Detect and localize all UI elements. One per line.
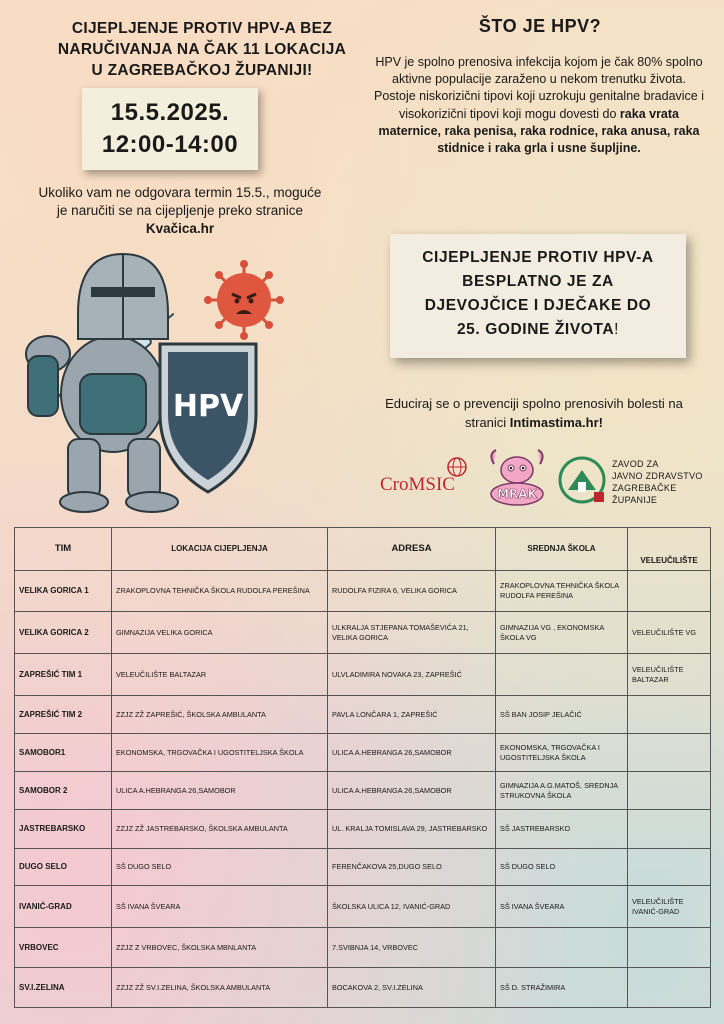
event-time: 12:00-14:00	[101, 131, 239, 158]
cell-veleuciliste	[628, 928, 711, 968]
cell-lokacija: SŠ IVANA ŠVEARA	[112, 886, 328, 928]
cell-srednja-skola: SŠ IVANA ŠVEARA	[496, 886, 628, 928]
table-row	[15, 849, 711, 886]
virus-icon	[204, 260, 284, 340]
cell-veleuciliste: VELEUČILIŠTE BALTAZAR	[628, 654, 711, 696]
callout-line-2: BESPLATNO JE ZA	[462, 273, 614, 290]
cell-tim: VELIKA GORICA 1	[15, 571, 112, 612]
hpv-description	[370, 54, 708, 157]
cell-adresa: BOCAKOVA 2, SV.I.ZELINA	[328, 968, 496, 1008]
zavod-logo-icon	[556, 454, 608, 506]
cell-veleuciliste	[628, 571, 711, 612]
header-lokacija: LOKACIJA CIJEPLJENJA	[112, 528, 328, 571]
cell-adresa: ULKRALJA STJEPANA TOMAŠEVIĆA 21, VELIKA GORICA	[328, 612, 496, 654]
cell-tim: SAMOBOR 2	[15, 772, 112, 810]
mrak-label: MRAK	[497, 487, 537, 501]
header-veleuciliste: VELEUČILIŠTE	[628, 528, 711, 571]
header-adresa: ADRESA	[328, 528, 496, 571]
hpv-text: HPV je spolno prenosiva infekcija kojom je čak 80% spolno aktivne populacije zaraženo u nekom trenutku života. Postoje niskorizični tipovi koji uzrokuju genitalne bradavice i visokorizični tipovi koji mogu dovesti do	[373, 55, 705, 121]
date-box	[82, 88, 258, 170]
cell-veleuciliste	[628, 772, 711, 810]
cell-adresa: UL. KRALJA TOMISLAVA 29, JASTREBARSKO	[328, 810, 496, 849]
cell-adresa: ŠKOLSKA ULICA 12, IVANIĆ-GRAD	[328, 886, 496, 928]
table-row	[15, 734, 711, 772]
table-row	[15, 612, 711, 654]
cell-srednja-skola: SŠ JASTREBARSKO	[496, 810, 628, 849]
cell-lokacija: ZZJZ ZŽ JASTREBARSKO, ŠKOLSKA AMBULANTA	[112, 810, 328, 849]
cell-veleuciliste: VELEUČILIŠTE IVANIĆ-GRAD	[628, 886, 711, 928]
headline: CIJEPLJENJE PROTIV HPV-A BEZ NARUČIVANJA NA ČAK 11 LOKACIJA U ZAGREBAČKOJ ŽUPANIJI!	[57, 20, 347, 79]
cell-adresa: PAVLA LONČARA 1, ZAPREŠIĆ	[328, 696, 496, 734]
hpv-title: ŠTO JE HPV?	[478, 16, 602, 36]
free-vaccination-callout	[390, 234, 686, 358]
table-row	[15, 696, 711, 734]
intimastima-link[interactable]: Intimastima.hr!	[509, 415, 603, 430]
callout-exclamation: !	[614, 321, 620, 338]
cell-srednja-skola: GIMNAZIJA VG , EKONOMSKA ŠKOLA VG	[496, 612, 628, 654]
event-date: 15.5.2025.	[110, 99, 230, 126]
callout-line-4: 25. GODINE ŽIVOTA	[456, 321, 615, 338]
cell-adresa: ULICA A.HEBRANGA 26,SAMOBOR	[328, 734, 496, 772]
table-row	[15, 968, 711, 1008]
cell-tim: SV.I.ZELINA	[15, 968, 112, 1008]
mrak-crab-logo	[486, 446, 548, 510]
cell-veleuciliste	[628, 810, 711, 849]
education-note	[384, 394, 684, 432]
cell-veleuciliste	[628, 734, 711, 772]
shield-label: HPV	[172, 389, 244, 424]
knight-illustration	[8, 244, 298, 514]
cell-tim: VRBOVEC	[15, 928, 112, 968]
zavod-name: ZAVOD ZA JAVNO ZDRAVSTVO ZAGREBAČKE ŽUPANIJE	[612, 459, 703, 505]
cell-srednja-skola: EKONOMSKA, TRGOVAČKA I UGOSTITELJSKA ŠKOLA	[496, 734, 628, 772]
kvacica-link[interactable]: Kvačica.hr	[145, 221, 215, 236]
cell-tim: ZAPREŠIĆ TIM 1	[15, 654, 112, 696]
header-tim: TIM	[15, 528, 112, 571]
cell-lokacija: ZZJZ ZŽ ZAPREŠIĆ, ŠKOLSKA AMBULANTA	[112, 696, 328, 734]
educ-text: Educiraj se o prevenciji spolno prenosivih bolesti na stranici	[385, 396, 683, 430]
table-row	[15, 571, 711, 612]
cell-tim: JASTREBARSKO	[15, 810, 112, 849]
cell-lokacija: ULICA A.HEBRANGA 26,SAMOBOR	[112, 772, 328, 810]
alternative-booking-note	[36, 184, 324, 238]
table-row	[15, 928, 711, 968]
cell-srednja-skola: SŠ DUGO SELO	[496, 849, 628, 886]
cell-veleuciliste	[628, 849, 711, 886]
cell-lokacija: ZZJZ ZŽ SV.I.ZELINA, ŠKOLSKA AMBULANTA	[112, 968, 328, 1008]
cell-srednja-skola: SŠ D. STRAŽIMIRA	[496, 968, 628, 1008]
cell-lokacija: VELEUČILIŠTE BALTAZAR	[112, 654, 328, 696]
callout-line-3: DJEVOJČICE I DJEČAKE DO	[424, 297, 652, 314]
hpv-cancer-list: raka vrata maternice, raka penisa, raka rodnice, raka anusa, raka stidnice i raka grla i usne šupljine.	[378, 106, 700, 156]
cell-lokacija: GIMNAZIJA VELIKA GORICA	[112, 612, 328, 654]
cell-srednja-skola: SŠ BAN JOSIP JELAČIĆ	[496, 696, 628, 734]
header-srednja-skola: SREDNJA ŠKOLA	[496, 528, 628, 571]
cromsic-logo: CroMSIC	[380, 474, 455, 495]
table-row	[15, 810, 711, 849]
table-row	[15, 654, 711, 696]
cell-lokacija: SŠ DUGO SELO	[112, 849, 328, 886]
table-row	[15, 772, 711, 810]
cell-adresa: ULVLADIMIRA NOVAKA 23, ZAPREŠIĆ	[328, 654, 496, 696]
cell-veleuciliste	[628, 696, 711, 734]
cell-veleuciliste	[628, 968, 711, 1008]
vaccination-locations-table	[14, 527, 711, 1008]
cell-srednja-skola	[496, 654, 628, 696]
cell-adresa: ULICA A.HEBRANGA 26,SAMOBOR	[328, 772, 496, 810]
cell-veleuciliste: VELEUČILIŠTE VG	[628, 612, 711, 654]
cell-lokacija: ZZJZ Z VRBOVEC, ŠKOLSKA MBNLANTA	[112, 928, 328, 968]
table-header-row	[15, 528, 711, 571]
note-text: Ukoliko vam ne odgovara termin 15.5., moguće je naručiti se na cijepljenje preko stranice	[38, 185, 322, 218]
cell-tim: SAMOBOR1	[15, 734, 112, 772]
cell-srednja-skola: GIMNAZIJA A.G.MATOŠ, SREDNJA STRUKOVNA ŠKOLA	[496, 772, 628, 810]
cell-adresa: 7.SVIBNJA 14, VRBOVEC	[328, 928, 496, 968]
table-row	[15, 886, 711, 928]
cell-tim: ZAPREŠIĆ TIM 2	[15, 696, 112, 734]
cell-adresa: RUDOLFA FIZIRA 6, VELIKA GORICA	[328, 571, 496, 612]
cell-adresa: FERENČAKOVA 25,DUGO SELO	[328, 849, 496, 886]
cell-tim: VELIKA GORICA 2	[15, 612, 112, 654]
cell-tim: DUGO SELO	[15, 849, 112, 886]
cell-srednja-skola	[496, 928, 628, 968]
cell-srednja-skola: ZRAKOPLOVNA TEHNIČKA ŠKOLA RUDOLFA PEREŠINA	[496, 571, 628, 612]
cell-lokacija: ZRAKOPLOVNA TEHNIČKA ŠKOLA RUDOLFA PEREŠINA	[112, 571, 328, 612]
cell-tim: IVANIĆ-GRAD	[15, 886, 112, 928]
cell-lokacija: EKONOMSKA, TRGOVAČKA I UGOSTITELJSKA ŠKOLA	[112, 734, 328, 772]
callout-line-1: CIJEPLJENJE PROTIV HPV-A	[422, 249, 654, 266]
